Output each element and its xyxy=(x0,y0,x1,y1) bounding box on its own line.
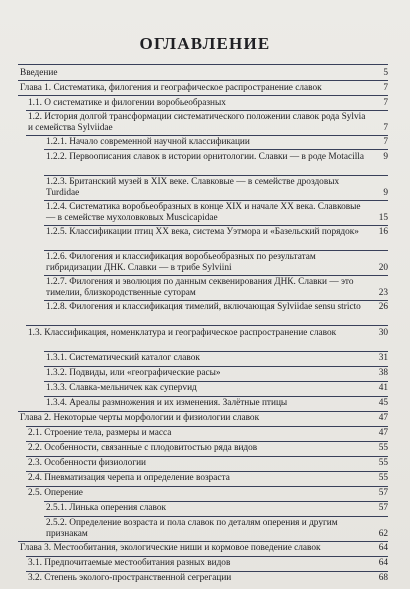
toc-entry-page: 45 xyxy=(378,398,388,408)
page-title: ОГЛАВЛЕНИЕ xyxy=(139,34,271,53)
toc-entry[interactable] xyxy=(44,383,388,394)
toc-entry-text: 1.3. Классификация, номенклатура и географическое распространение славок xyxy=(28,328,337,338)
toc-entry[interactable] xyxy=(26,112,388,133)
toc-entry-text: 2.5.1. Линька оперения славок xyxy=(46,503,167,513)
toc-entry-page: 57 xyxy=(378,503,388,513)
toc-entry-page: 55 xyxy=(378,443,388,453)
toc-entry-chapter-2[interactable] xyxy=(18,413,388,424)
divider xyxy=(18,95,388,96)
toc-entry[interactable] xyxy=(26,98,388,109)
toc-entry-text: 2.4. Пневматизация черепа и определение возраста xyxy=(28,473,230,483)
toc-entry-text: 1.2.1. Начало современной научной классификации xyxy=(46,137,250,147)
toc-entry-page: 15 xyxy=(378,212,388,223)
toc-entry-text: Глава 2. Некоторые черты морфологии и физиологии славок xyxy=(20,413,260,423)
toc-entry-page: 47 xyxy=(378,413,388,423)
toc-entry-text: 1.1. О систематике и филогении воробьеобразных xyxy=(28,98,226,108)
toc-entry-text: Глава 3. Местообитания, экологические ниши и кормовое поведение славок xyxy=(20,543,321,553)
toc-entry[interactable] xyxy=(26,488,388,499)
divider xyxy=(26,325,388,326)
toc-entry-page: 26 xyxy=(378,302,388,312)
toc-entry-page: 64 xyxy=(378,543,388,553)
divider xyxy=(26,456,388,457)
divider xyxy=(44,225,388,226)
toc-entry-page: 47 xyxy=(378,428,388,438)
toc-entry-text: 1.3.1. Систематический каталог славок xyxy=(46,353,200,363)
toc-entry-text: 1.2.5. Классификации птиц XX века, система Уэтмора и «Базельский порядок» xyxy=(46,227,359,237)
divider xyxy=(44,381,388,382)
toc-entry[interactable] xyxy=(26,573,388,584)
divider xyxy=(26,571,388,572)
toc-entry[interactable] xyxy=(44,252,388,273)
divider xyxy=(26,471,388,472)
divider xyxy=(44,149,388,150)
toc-entry-page: 7 xyxy=(383,122,388,133)
divider xyxy=(26,110,388,111)
toc-entry[interactable] xyxy=(44,137,388,148)
toc-entry-text: 2.3. Особенности физиологии xyxy=(28,458,147,468)
toc-entry-page: 31 xyxy=(378,353,388,363)
toc-entry[interactable] xyxy=(44,503,388,514)
toc-entry-page: 38 xyxy=(378,368,388,378)
divider xyxy=(44,351,388,352)
toc-entry[interactable] xyxy=(44,398,388,409)
divider xyxy=(18,411,388,412)
toc-entry[interactable] xyxy=(44,368,388,379)
toc-entry-page: 16 xyxy=(378,227,388,237)
toc-entry[interactable] xyxy=(44,302,388,313)
toc-entry-text: 1.2.2. Первоописания славок в истории орнитологии. Славки — в роде Motacilla xyxy=(46,152,365,162)
toc-entry-page: 9 xyxy=(383,152,388,162)
toc-entry-chapter-3[interactable] xyxy=(18,543,388,554)
toc-entry-page: 30 xyxy=(378,328,388,338)
toc-entry-page: 9 xyxy=(383,187,388,198)
toc-entry[interactable] xyxy=(26,558,388,569)
toc-entry-text: Глава 1. Систематика, филогения и географическое распространение славок xyxy=(20,83,322,93)
divider xyxy=(26,135,388,136)
toc-entry-text: 3.2. Степень эколого-пространственной сегрегации xyxy=(28,573,232,583)
toc-entry-text: 1.2.4. Систематика воробьеобразных в конце XIX и начале XX века. Славковые — в семействе мухоловковых Muscicapidae xyxy=(46,202,361,223)
divider xyxy=(26,486,388,487)
divider xyxy=(44,366,388,367)
toc-entry[interactable] xyxy=(44,152,388,163)
toc-entry[interactable] xyxy=(44,177,388,198)
toc-entry[interactable] xyxy=(26,443,388,454)
divider xyxy=(44,250,388,251)
toc-entry-page: 7 xyxy=(383,83,388,93)
toc-entry-text: 2.1. Строение тела, размеры и масса xyxy=(28,428,172,438)
toc-entry-page: 7 xyxy=(383,98,388,108)
toc-entry-text: 1.2.6. Филогения и классификация воробьеобразных по результатам гибридизации ДНК. Славки — в трибе Sylviini xyxy=(46,252,316,273)
top-rule xyxy=(18,64,388,65)
toc-entry-text: 2.5. Оперение xyxy=(28,488,83,498)
toc-entry[interactable] xyxy=(26,473,388,484)
toc-entry-chapter-1[interactable] xyxy=(18,83,388,94)
divider xyxy=(44,175,388,176)
toc-entry-page: 20 xyxy=(378,262,388,273)
toc-entry-text: 1.2.8. Филогения и классификация тимелий, включающая Sylviidae sensu stricto xyxy=(46,302,361,312)
toc-entry[interactable] xyxy=(44,353,388,364)
toc-entry-text: 1.2. История долгой трансформации систематического положении славок рода Sylvia и семейства Sylviidae xyxy=(28,112,366,133)
toc-entry-page: 5 xyxy=(383,68,388,78)
divider xyxy=(44,501,388,502)
toc-entry-page: 55 xyxy=(378,458,388,468)
divider xyxy=(26,441,388,442)
toc-entry-page: 7 xyxy=(383,137,388,147)
divider xyxy=(44,300,388,301)
toc-entry[interactable] xyxy=(26,458,388,469)
divider xyxy=(44,200,388,201)
toc-entry-page: 64 xyxy=(378,558,388,568)
toc-entry[interactable] xyxy=(26,328,388,339)
toc-entry-text: 1.3.3. Славка-мельничек как суперvид xyxy=(46,383,197,393)
toc-entry[interactable] xyxy=(44,518,388,539)
toc-entry[interactable] xyxy=(18,68,388,79)
divider xyxy=(44,516,388,517)
toc-entry-text: 1.3.4. Ареалы размножения и их изменения. Залётные птицы xyxy=(46,398,288,408)
toc-entry-text: 2.5.2. Определение возраста и пола славок по деталям оперения и другим признакам xyxy=(46,518,338,539)
toc-entry[interactable] xyxy=(44,202,388,223)
divider xyxy=(18,541,388,542)
divider xyxy=(26,426,388,427)
toc-entry-page: 62 xyxy=(378,528,388,539)
divider xyxy=(44,275,388,276)
toc-entry-text: 3.1. Предпочитаемые местообитания разных видов xyxy=(28,558,231,568)
divider xyxy=(26,556,388,557)
toc-entry-page: 55 xyxy=(378,473,388,483)
toc-entry[interactable] xyxy=(44,277,388,298)
toc-entry-text: 1.3.2. Подвиды, или «географические расы» xyxy=(46,368,221,378)
toc-entry-page: 41 xyxy=(378,383,388,393)
toc-entry-page: 57 xyxy=(378,488,388,498)
divider xyxy=(18,80,388,81)
toc-entry-text: 2.2. Особенности, связанные с плодовитостью ряда видов xyxy=(28,443,258,453)
toc-entry-text: 1.2.7. Филогения и эволюция по данным секвенирования ДНК. Славки — это тимелии, близкородственные суторам xyxy=(46,277,354,298)
toc-entry-page: 23 xyxy=(378,287,388,298)
toc-entry-text: Введение xyxy=(20,68,58,78)
divider xyxy=(44,396,388,397)
toc-entry[interactable] xyxy=(26,428,388,439)
toc-entry-page: 68 xyxy=(378,573,388,583)
toc-entry-text: 1.2.3. Британский музей в XIX веке. Славковые — в семействе дроздовых Turdidae xyxy=(46,177,340,198)
toc-entry[interactable] xyxy=(44,227,388,238)
